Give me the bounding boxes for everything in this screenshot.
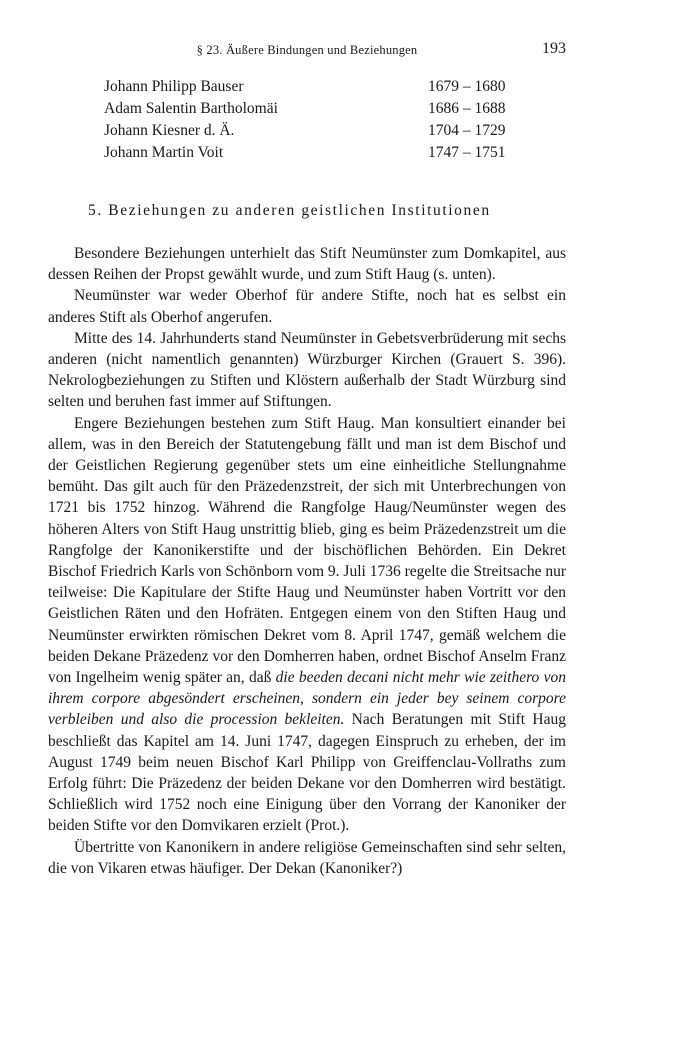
- list-item: [104, 78, 524, 100]
- office-holder-name: Johann Martin Voit: [104, 144, 224, 161]
- running-head: [48, 40, 566, 62]
- paragraph-text: Nach Beratungen mit Stift Haug beschließt das Kapitel am 14. Juni 1747, dagegen Einspruch zu erheben, der im August 1749 beim neuen Bischof Karl Philipp von Greiffenclau-Vollraths zum Erfolg führt: Die Präzedenz der beiden Dekane vor den Domherren wird bestätigt. Schließlich wird 1752 noch eine Einigung über den Vorrang der Kanoniker der beiden Stifte vor den Domvikaren erzielt (Prot.).: [48, 711, 566, 835]
- section-heading: 5. Beziehungen zu anderen geistlichen Institutionen: [88, 202, 491, 219]
- list-item: [104, 100, 524, 122]
- list-item: [104, 144, 524, 166]
- page-number: 193: [542, 40, 566, 57]
- paragraph: [48, 413, 566, 837]
- list-item: [104, 122, 524, 144]
- office-holder-years: 1679 – 1680: [428, 78, 506, 95]
- paragraph: Übertritte von Kanonikern in andere religiöse Gemeinschaften sind sehr selten, die von Vikaren etwas häufiger. Der Dekan (Kanoniker?): [48, 838, 566, 877]
- body-text: [48, 243, 566, 879]
- office-holder-years: 1704 – 1729: [428, 122, 506, 139]
- office-holder-name: Johann Philipp Bauser: [104, 78, 244, 95]
- office-holder-years: 1686 – 1688: [428, 100, 506, 117]
- paragraph: Neumünster war weder Oberhof für andere Stifte, noch hat es selbst ein anderes Stift als Oberhof angerufen.: [48, 287, 566, 326]
- paragraph-text: Engere Beziehungen bestehen zum Stift Haug. Man konsultiert einander bei allem, was in den Bereich der Statutengebung fällt und man ist dem Bischof und der Geistlichen Regierung gegenüber stets um eine einheitliche Stellungnahme bemüht. Das gilt auch für den Präzedenzstreit, der sich mit Unterbrechungen von 1721 bis 1752 hinzog. Während die Rangfolge Haug/Neumünster wegen des höheren Alters von Stift Haug unstrittig blieb, ging es beim Präzedenzstreit um die Rangfolge der Kanonikerstifte und der bischöflichen Behörden. Ein Dekret Bischof Friedrich Karls von Schönborn vom 9. Juli 1736 regelte die Streitsache nur teilweise: Die Kapitulare der Stifte Haug und Neumünster haben Vortritt vor den Geistlichen Räten und den Hofräten. Entgegen einem von den Stiften Haug und Neumünster erwirkten römischen Dekret vom 8. April 1747, gemäß welchem die beiden Dekane Präzedenz vor den Domherren haben, ordnet Bischof Anselm Franz von Ingelheim wenig später an, daß: [48, 414, 566, 687]
- paragraph: Besondere Beziehungen unterhielt das Stift Neumünster zum Domkapitel, aus dessen Reihen der Propst gewählt wurde, und zum Stift Haug (s. unten).: [48, 245, 566, 284]
- office-holder-years: 1747 – 1751: [428, 144, 506, 161]
- paragraph: Mitte des 14. Jahrhunderts stand Neumünster in Gebetsverbrüderung mit sechs anderen (nicht namentlich genannten) Würzburger Kirchen (Grauert S. 396). Nekrologbeziehungen zu Stiften und Klöstern außerhalb der Stadt Würzburg sind selten und beruhen fast immer auf Stiftungen.: [48, 329, 566, 411]
- office-holder-list: [104, 78, 524, 166]
- quotation: die beeden decani nicht mehr wie zeithero von ihrem corpore abgesöndert erscheinen, sondern ein jeder bey seinem corpore verbleiben und also die procession bekleiten.: [48, 669, 566, 729]
- office-holder-name: Adam Salentin Bartholomäi: [104, 100, 278, 117]
- office-holder-name: Johann Kiesner d. Ä.: [104, 122, 235, 139]
- running-title: § 23. Äußere Bindungen und Beziehungen: [196, 43, 418, 57]
